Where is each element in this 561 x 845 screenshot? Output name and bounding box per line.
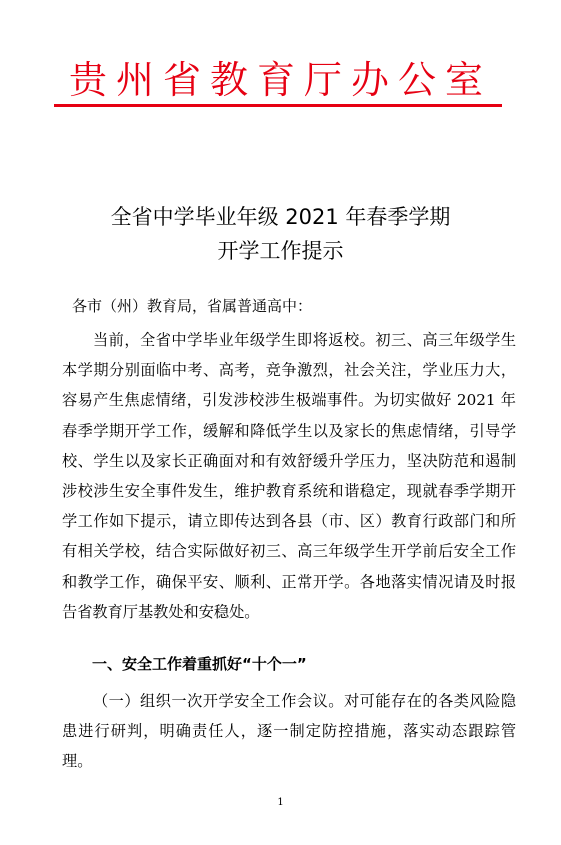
item-paragraph-1: （一）组织一次开学安全工作会议。对可能存在的各类风险隐患进行研判，明确责任人，逐一制定防控措施，落实动态跟踪管理。: [62, 692, 516, 771]
org-letterhead: 贵州省教育厅办公室: [68, 58, 492, 102]
letterhead-underline: [54, 104, 502, 107]
section-heading-1: 一、安全工作着重抓好“十个一”: [92, 655, 307, 673]
body-paragraph: 当前，全省中学毕业年级学生即将返校。初三、高三年级学生本学期分别面临中考、高考，竞争激烈，社会关注，学业压力大，容易产生焦虑情绪，引发涉校涉生极端事件。为切实做好 2021 年春季学期开学工作，缓解和降低学生以及家长的焦虑情绪，引导学校、学生以及家长正确面对和有效舒缓升学压力，坚决防范和遏制涉校涉生安全事件发生，维护教育系统和谐稳定，现就春季学期开学工作如下提示，请立即传达到各县（市、区）教育行政部门和所有相关学校，结合实际做好初三、高三年级学生开学前后安全工作和教学工作，确保平安、顺利、正常开学。各地落实情况请及时报告省教育厅基教处和安稳处。: [62, 331, 516, 621]
document-title: [0, 200, 561, 268]
document-title-line-1: 全省中学毕业年级 2021 年春季学期: [110, 205, 451, 229]
addressee: 各市（州）教育局，省属普通高中：: [72, 297, 313, 315]
document-title-line-2: 开学工作提示: [217, 239, 344, 263]
page-number: 1: [277, 797, 284, 808]
